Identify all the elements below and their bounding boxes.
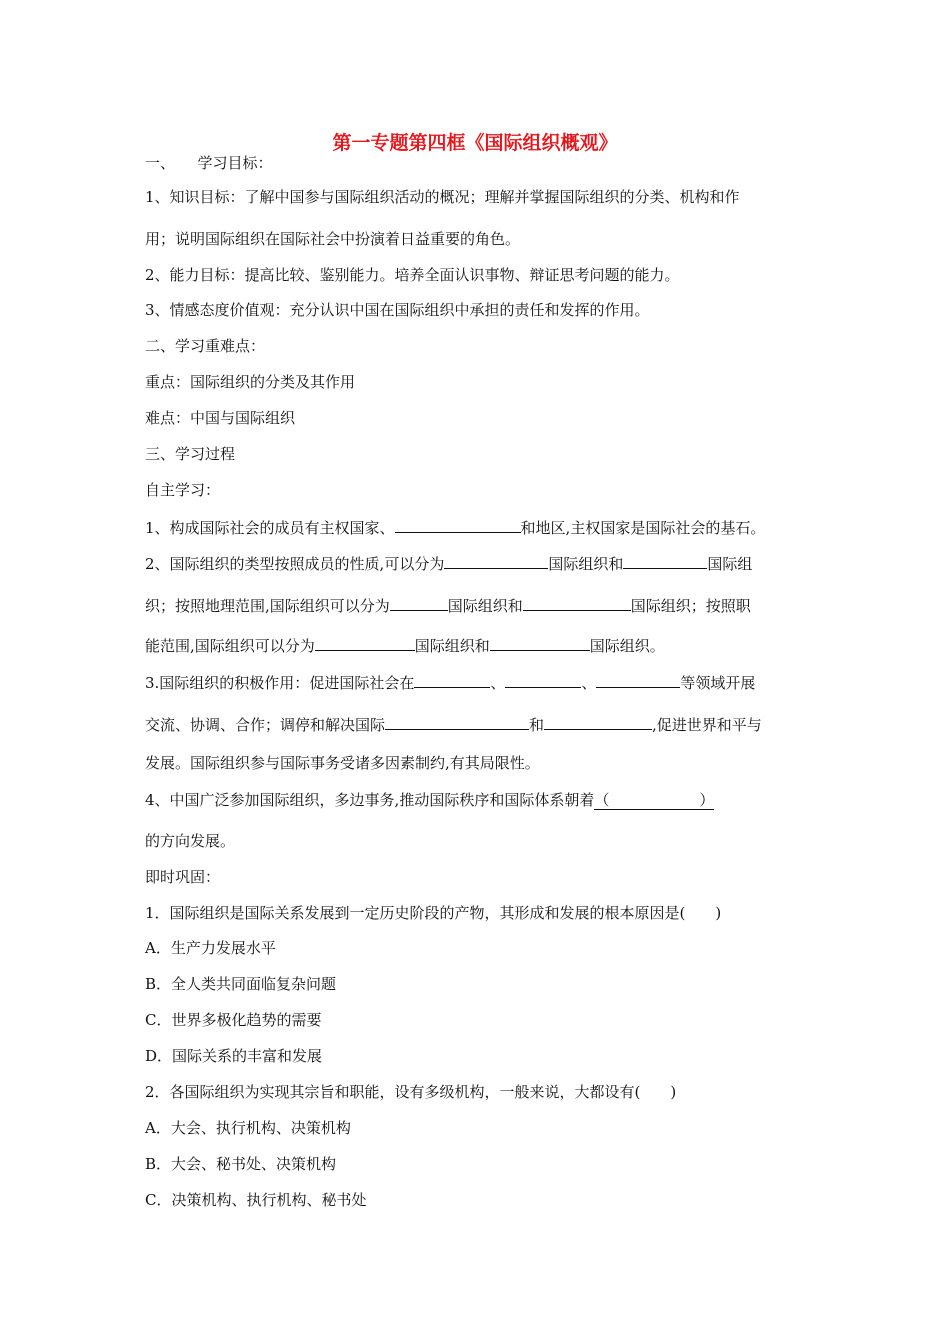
mc-question-1-option-c[interactable]: C．世界多极化趋势的需要	[145, 1011, 322, 1029]
fill-text: 国际组织和	[414, 637, 490, 655]
difficult-point: 难点：中国与国际组织	[145, 409, 296, 427]
fill-text: 国际组织和	[447, 597, 523, 615]
fill-question-2-line3	[145, 634, 665, 656]
mc-question-2-stem: 2．各国际组织为实现其宗旨和职能，设有多级机构，一般来说，大都设有( )	[145, 1083, 677, 1101]
fill-text: 等领域开展	[680, 674, 756, 692]
fill-question-4-line2: 的方向发展。	[145, 832, 236, 850]
fill-text: 1、构成国际社会的成员有主权国家、	[145, 519, 395, 537]
fill-text: 、	[490, 674, 506, 692]
fill-text: 4、中国广泛参加国际组织，多边事务,推动国际秩序和国际体系朝着	[145, 791, 595, 809]
fill-text: ,促进世界和平与	[652, 716, 762, 734]
mc-question-1-option-d[interactable]: D．国际关系的丰富和发展	[145, 1047, 323, 1065]
fill-question-3-line2	[145, 713, 762, 735]
section-heading-process: 三、学习过程	[145, 445, 236, 463]
fill-text: 国际组织。	[589, 637, 665, 655]
self-study-heading: 自主学习：	[145, 481, 221, 499]
fill-text: 国际组织；按照职	[630, 597, 751, 615]
fill-blank[interactable]	[385, 713, 529, 730]
open-paren: （	[594, 791, 610, 809]
fill-text: 和	[529, 716, 545, 734]
mc-question-1-option-a[interactable]: A．生产力发展水平	[145, 939, 276, 957]
page-title: 第一专题第四框《国际组织概观》	[332, 132, 618, 154]
fill-text: 国际组织和	[548, 555, 624, 573]
section-heading-goals: 一、 学习目标：	[145, 154, 273, 172]
fill-blank[interactable]	[594, 791, 714, 810]
fill-text: 国际组	[707, 555, 753, 573]
fill-question-1	[145, 516, 765, 538]
mc-question-2-option-c[interactable]: C．决策机构、执行机构、秘书处	[145, 1191, 367, 1209]
goal-attitude: 3、情感态度价值观：充分认识中国在国际组织中承担的责任和发挥的作用。	[145, 301, 650, 319]
goal-knowledge-line1: 1、知识目标：了解中国参与国际组织活动的概况；理解并掌握国际组织的分类、机构和作	[145, 188, 740, 206]
fill-blank[interactable]	[596, 671, 680, 688]
goal-ability: 2、能力目标：提高比较、鉴别能力。培养全面认识事物、辩证思考问题的能力。	[145, 266, 680, 284]
fill-blank[interactable]	[623, 552, 707, 569]
fill-blank[interactable]	[490, 634, 590, 651]
fill-text: 3.国际组织的积极作用：促进国际社会在	[145, 674, 415, 692]
close-paren: ）	[699, 791, 715, 809]
fill-question-4-line1	[145, 790, 714, 810]
fill-text: 织；按照地理范围,国际组织可以分为	[145, 597, 390, 615]
key-point: 重点：国际组织的分类及其作用	[145, 373, 356, 391]
fill-question-3-line3: 发展。国际组织参与国际事务受诸多因素制约,有其局限性。	[145, 754, 540, 772]
section-heading-keypoints: 二、学习重难点：	[145, 337, 266, 355]
fill-blank[interactable]	[315, 634, 415, 651]
fill-blank[interactable]	[444, 552, 548, 569]
fill-text: 2、国际组织的类型按照成员的性质,可以分为	[145, 555, 445, 573]
fill-question-3-line1	[145, 671, 755, 693]
fill-blank[interactable]	[544, 713, 652, 730]
fill-text: 和地区,主权国家是国际社会的基石。	[520, 519, 766, 537]
fill-text: 能范围,国际组织可以分为	[145, 637, 315, 655]
fill-blank[interactable]	[395, 516, 521, 533]
fill-blank[interactable]	[390, 594, 448, 611]
fill-blank[interactable]	[523, 594, 631, 611]
fill-question-2-line2	[145, 594, 751, 616]
mc-question-2-option-a[interactable]: A．大会、执行机构、决策机构	[145, 1119, 351, 1137]
fill-question-2-line1	[145, 552, 752, 574]
fill-blank[interactable]	[505, 671, 581, 688]
consolidation-heading: 即时巩固：	[145, 868, 221, 886]
fill-text: 、	[581, 674, 597, 692]
mc-question-2-option-b[interactable]: B．大会、秘书处、决策机构	[145, 1155, 337, 1173]
fill-text: 交流、协调、合作；调停和解决国际	[145, 716, 386, 734]
mc-question-1-stem: 1．国际组织是国际关系发展到一定历史阶段的产物，其形成和发展的根本原因是( )	[145, 904, 722, 922]
goal-knowledge-line2: 用；说明国际组织在国际社会中扮演着日益重要的角色。	[145, 230, 521, 248]
mc-question-1-option-b[interactable]: B．全人类共同面临复杂问题	[145, 975, 337, 993]
fill-blank[interactable]	[414, 671, 490, 688]
